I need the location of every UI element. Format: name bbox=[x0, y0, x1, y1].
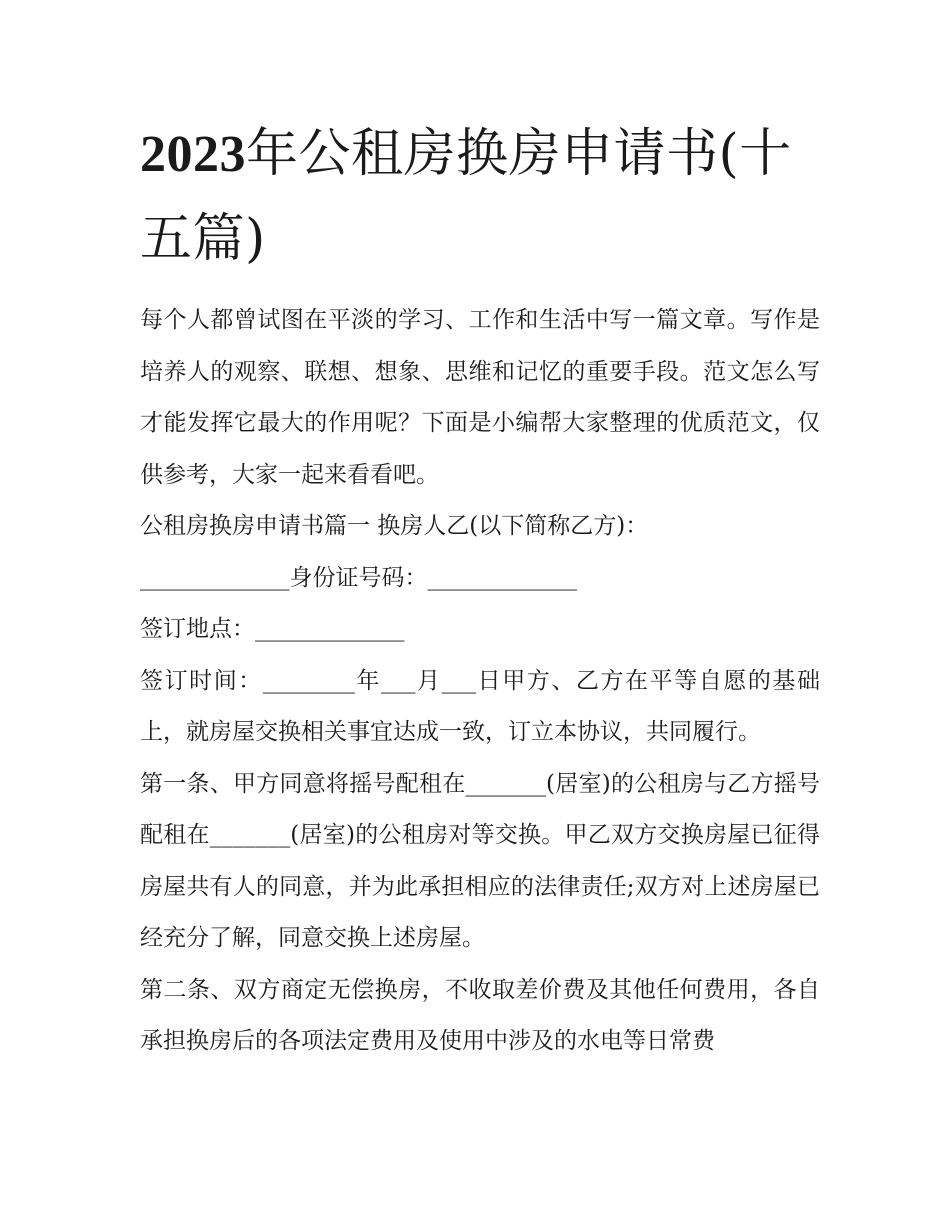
article-two-paragraph: 第二条、双方商定无偿换房，不收取差价费及其他任何费用，各自承担换房后的各项法定费用及使用中涉及的水电等日常费 bbox=[140, 976, 820, 1054]
signing-time-paragraph: 签订时间：________年___月___日甲方、乙方在平等自愿的基础上，就房屋交换相关事宜达成一致，订立本协议，共同履行。 bbox=[140, 667, 820, 745]
document-page bbox=[140, 112, 820, 1068]
intro-paragraph: 每个人都曾试图在平淡的学习、工作和生活中写一篇文章。写作是培养人的观察、联想、想象、思维和记忆的重要手段。范文怎么写才能发挥它最大的作用呢？下面是小编帮大家整理的优质范文，仅供参考，大家一起来看看吧。 bbox=[140, 307, 820, 488]
section-heading-paragraph: 公租房换房申请书篇一 换房人乙(以下简称乙方)： bbox=[140, 513, 649, 539]
id-number-line: _____________身份证号码：_____________ bbox=[140, 564, 577, 591]
title-year: 2023 bbox=[140, 126, 246, 183]
document-title bbox=[140, 112, 820, 281]
signing-place-line: 签订地点：_____________ bbox=[140, 616, 405, 642]
title-text: 年公租房换房申请书(十五篇) bbox=[140, 124, 792, 269]
article-one-paragraph: 第一条、甲方同意将摇号配租在_______(居室)的公租房与乙方摇号配租在_______(居室)的公租房对等交换。甲乙双方交换房屋已征得房屋共有人的同意，并为此承担相应的法律责任;双方对上述房屋已经充分了解，同意交换上述房屋。 bbox=[140, 770, 820, 951]
